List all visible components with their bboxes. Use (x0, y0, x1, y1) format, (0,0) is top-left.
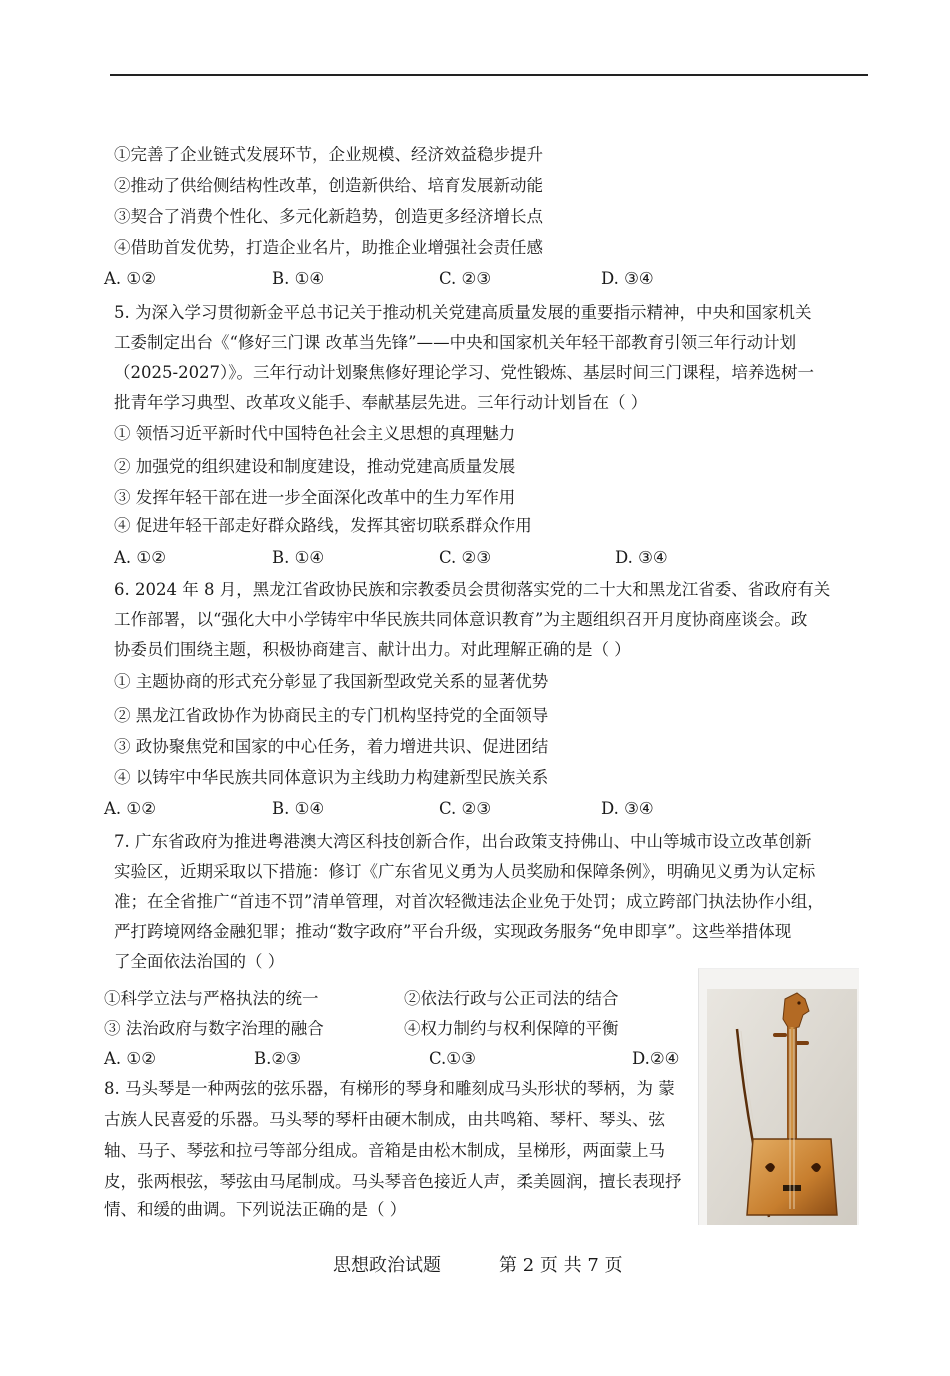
q7-stem-4: 严打跨境网络金融犯罪；推动“数字政府”平台升级，实现政务服务“免申即享”。这些举措体现 (114, 922, 792, 941)
q4-option-d: D. ③④ (601, 269, 654, 288)
q7-option-c: C.①③ (429, 1049, 476, 1068)
q6-item-3: ③ 政协聚焦党和国家的中心任务，着力增进共识、促进团结 (114, 737, 549, 756)
footer-subject: 思想政治试题 (333, 1255, 441, 1276)
q4-option-b: B. ①④ (272, 269, 325, 288)
q6-stem-3: 协委员们围绕主题，积极协商建言、献计出力。对此理解正确的是（ ） (114, 640, 631, 659)
q6-option-b: B. ①④ (272, 799, 325, 818)
q6-option-a: A. ①② (104, 799, 156, 818)
q7-stem-3: 准；在全省推广“首违不罚”清单管理，对首次轻微违法企业免于处罚；成立跨部门执法协作小组， (114, 892, 824, 911)
q4-option-a: A. ①② (104, 269, 156, 288)
q4-item-2: ②推动了供给侧结构性改革，创造新供给、培育发展新动能 (114, 176, 543, 195)
q7-item-2: ②依法行政与公正司法的结合 (404, 989, 619, 1008)
q5-stem-4: 批青年学习典型、改革攻义能手、奉献基层先进。三年行动计划旨在（ ） (114, 393, 648, 412)
q7-stem-1: 7. 广东省政府为推进粤港澳大湾区科技创新合作，出台政策支持佛山、中山等城市设立改革创新 (114, 832, 812, 851)
q5-item-4: ④ 促进年轻干部走好群众路线，发挥其密切联系群众作用 (114, 516, 532, 535)
q8-stem-2: 古族人民喜爱的乐器。马头琴的琴杆由硬木制成，由共鸣箱、琴杆、琴头、弦 (104, 1110, 665, 1129)
q5-option-d: D. ③④ (615, 548, 668, 567)
q5-item-1: ① 领悟习近平新时代中国特色社会主义思想的真理魅力 (114, 424, 516, 443)
q4-item-3: ③契合了消费个性化、多元化新趋势，创造更多经济增长点 (114, 207, 543, 226)
q5-option-a: A. ①② (114, 548, 166, 567)
q5-item-3: ③ 发挥年轻干部在进一步全面深化改革中的生力军作用 (114, 488, 516, 507)
q5-option-c: C. ②③ (439, 548, 492, 567)
q4-item-4: ④借助首发优势，打造企业名片，助推企业增强社会责任感 (114, 238, 543, 257)
q7-option-d: D.②④ (632, 1049, 680, 1068)
q5-option-b: B. ①④ (272, 548, 325, 567)
q7-option-a: A. ①② (104, 1049, 156, 1068)
q5-item-2: ② 加强党的组织建设和制度建设，推动党建高质量发展 (114, 457, 516, 476)
q6-option-d: D. ③④ (601, 799, 654, 818)
q6-stem-1: 6. 2024 年 8 月，黑龙江省政协民族和宗教委员会贯彻落实党的二十大和黑龙江省委、省政府有关 (114, 580, 831, 599)
q6-options (104, 799, 804, 819)
header-rule (110, 74, 868, 76)
q7-item-4: ④权力制约与权利保障的平衡 (404, 1019, 619, 1038)
q5-stem-3: （2025-2027）》。三年行动计划聚焦修好理论学习、党性锻炼、基层时间三门课程，培养选树一 (114, 363, 815, 382)
q5-options (114, 548, 814, 568)
q5-stem-2: 工委制定出台《“修好三门课 改革当先锋”——中央和国家机关年轻干部教育引领三年行动计划 (114, 333, 797, 352)
q8-stem-1: 8. 马头琴是一种两弦的弦乐器，有梯形的琴身和雕刻成马头形状的琴柄，为 蒙 (104, 1079, 675, 1098)
q7-options (104, 1049, 694, 1069)
q8-stem-3: 轴、马子、琴弦和拉弓等部分组成。音箱是由松木制成，呈梯形，两面蒙上马 (104, 1141, 665, 1160)
q7-item-3: ③ 法治政府与数字治理的融合 (104, 1019, 324, 1038)
q8-stem-4: 皮，张两根弦，琴弦由马尾制成。马头琴音色接近人声，柔美圆润，擅长表现抒 (104, 1172, 682, 1191)
morin-khuur-image (698, 968, 859, 1225)
q7-option-b: B.②③ (254, 1049, 301, 1068)
q4-option-c: C. ②③ (439, 269, 492, 288)
q7-stem-5: 了全面依法治国的（ ） (114, 952, 285, 971)
q6-item-1: ① 主题协商的形式充分彰显了我国新型政党关系的显著优势 (114, 672, 549, 691)
q6-stem-2: 工作部署，以“强化大中小学铸牢中华民族共同体意识教育”为主题组织召开月度协商座谈会。政 (114, 610, 808, 629)
q4-item-1: ①完善了企业链式发展环节，企业规模、经济效益稳步提升 (114, 145, 543, 164)
footer-page-info: 第 2 页 共 7 页 (499, 1255, 623, 1276)
q4-options (104, 269, 804, 289)
q5-stem-1: 5. 为深入学习贯彻新金平总书记关于推动机关党建高质量发展的重要指示精神，中央和国家机关 (114, 303, 812, 322)
q8-stem-5: 情、和缓的曲调。下列说法正确的是（ ） (104, 1200, 407, 1219)
q7-stem-2: 实验区，近期采取以下措施：修订《广东省见义勇为人员奖励和保障条例》，明确见义勇为认定标 (114, 862, 816, 881)
q6-item-2: ② 黑龙江省政协作为协商民主的专门机构坚持党的全面领导 (114, 706, 549, 725)
q6-option-c: C. ②③ (439, 799, 492, 818)
q6-item-4: ④ 以铸牢中华民族共同体意识为主线助力构建新型民族关系 (114, 768, 549, 787)
morin-khuur-icon (707, 989, 857, 1225)
q7-item-1: ①科学立法与严格执法的统一 (104, 989, 319, 1008)
